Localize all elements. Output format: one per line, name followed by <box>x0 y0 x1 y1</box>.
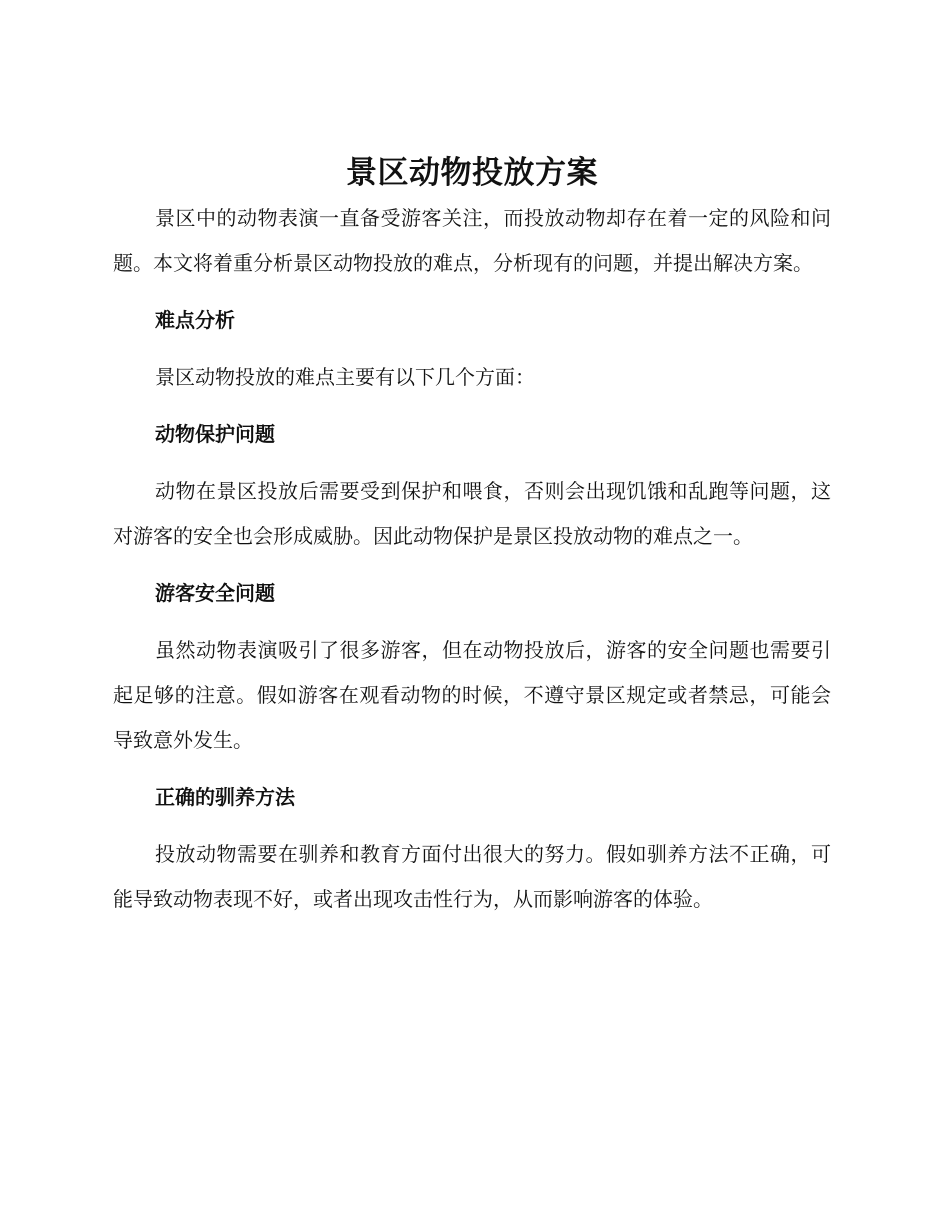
subsection-body-taming-method: 投放动物需要在驯养和教育方面付出很大的努力。假如驯养方法不正确，可能导致动物表现不好，或者出现攻击性行为，从而影响游客的体验。 <box>113 842 831 911</box>
section-intro-paragraph: 景区动物投放的难点主要有以下几个方面： <box>155 365 535 389</box>
document-title: 景区动物投放方案 <box>346 155 598 191</box>
document-body <box>113 150 831 922</box>
section-heading-difficulty-analysis: 难点分析 <box>155 308 235 332</box>
intro-paragraph: 景区中的动物表演一直备受游客关注，而投放动物却存在着一定的风险和问题。本文将着重分析景区动物投放的难点，分析现有的问题，并提出解决方案。 <box>113 206 831 275</box>
subsection-heading-visitor-safety: 游客安全问题 <box>155 581 275 605</box>
subsection-heading-taming-method: 正确的驯养方法 <box>155 785 295 809</box>
subsection-heading-animal-protection: 动物保护问题 <box>155 422 275 446</box>
subsection-body-visitor-safety: 虽然动物表演吸引了很多游客，但在动物投放后，游客的安全问题也需要引起足够的注意。假如游客在观看动物的时候，不遵守景区规定或者禁忌，可能会导致意外发生。 <box>113 638 831 752</box>
subsection-body-animal-protection: 动物在景区投放后需要受到保护和喂食，否则会出现饥饿和乱跑等问题，这对游客的安全也会形成威胁。因此动物保护是景区投放动物的难点之一。 <box>113 479 831 548</box>
